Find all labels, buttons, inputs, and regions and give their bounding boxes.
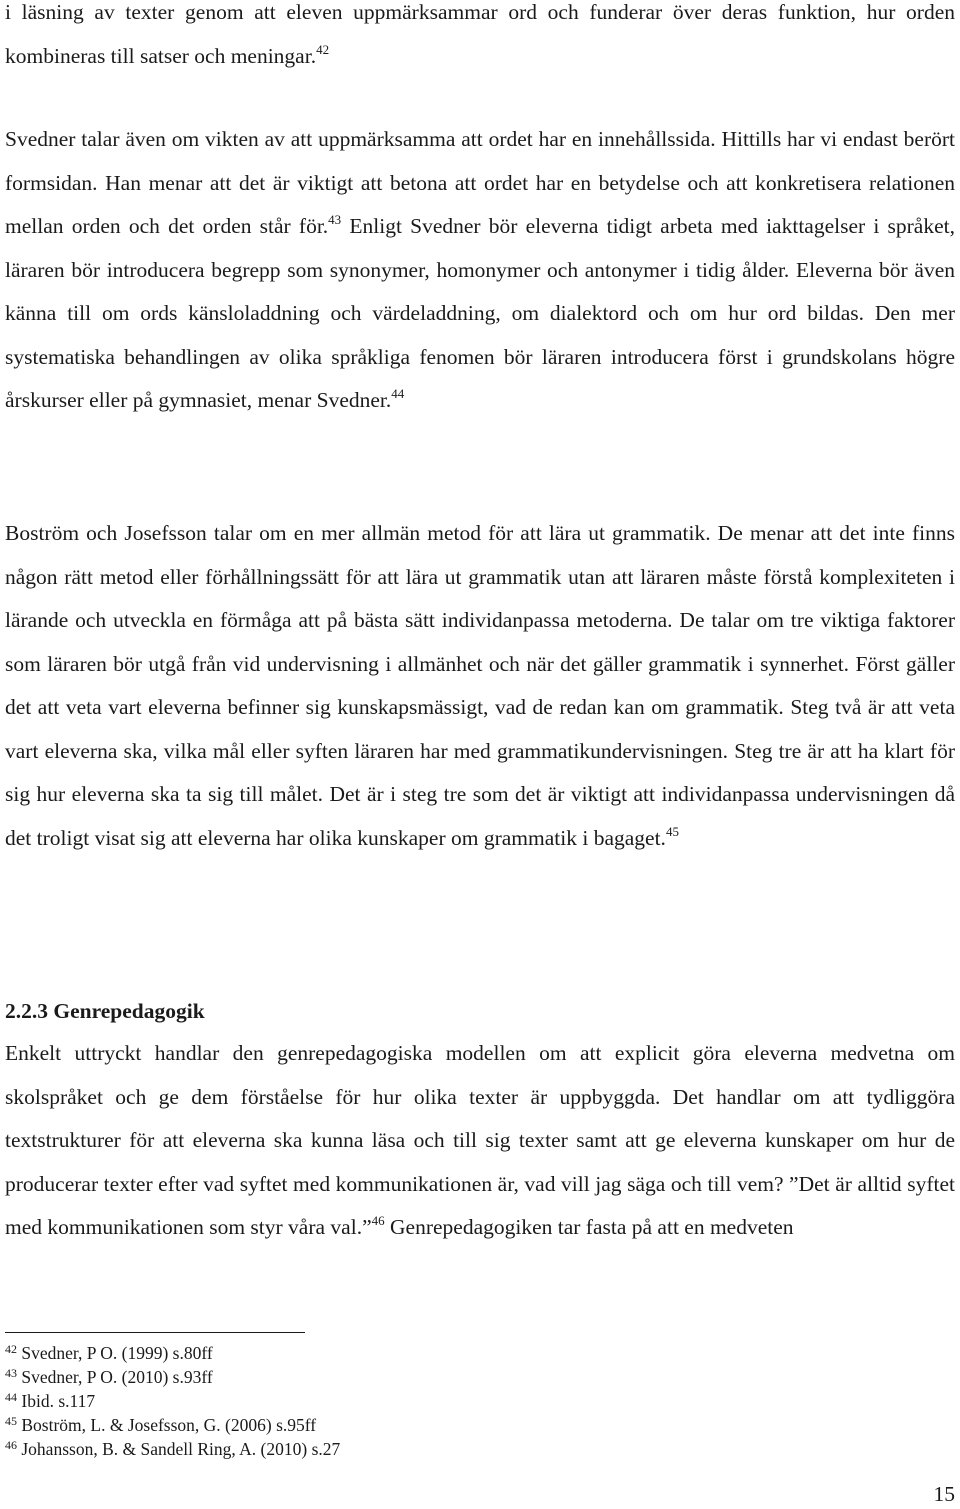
section-heading: 2.2.3 Genrepedagogik [5, 999, 205, 1023]
footnote [5, 1437, 705, 1461]
paragraph-text: Svedner talar även om vikten av att uppmärksamma att ordet har en innehållssida. Hittills har vi endast berört formsidan. Han menar att det är viktigt att betona att ordet har en betydelse och att konkretisera relationen mellan orden och det orden står för. [5, 127, 955, 238]
footnote-reference: 46 [371, 1213, 385, 1228]
footnote [5, 1341, 705, 1365]
footnote [5, 1389, 705, 1413]
footnote-number: 42 [5, 1342, 17, 1356]
footnote-number: 44 [5, 1390, 17, 1404]
footnote-text: Johansson, B. & Sandell Ring, A. (2010) s.27 [17, 1439, 341, 1459]
paragraph-text: Enkelt uttryckt handlar den genrepedagogiska modellen om att explicit göra eleverna medvetna om skolspråket och ge dem förståelse för hur olika texter är uppbyggda. Det handlar om att tydliggöra textstrukturer för att eleverna ska kunna läsa och till sig texter samt att ge eleverna kunskaper om hur de producerar texter efter vad syftet med kommunikationen är, vad vill jag säga och till vem? ”Det är alltid syftet med kommunikationen som styr våra val.” [5, 1041, 955, 1239]
footnotes-list [5, 1341, 705, 1461]
footnote [5, 1413, 705, 1437]
body-paragraph [5, 118, 955, 423]
footnote-reference: 42 [316, 41, 330, 57]
footnote-text: Ibid. s.117 [17, 1391, 96, 1411]
footnote-text: Boström, L. & Josefsson, G. (2006) s.95ff [17, 1415, 317, 1435]
footnote-reference: 43 [328, 212, 342, 227]
paragraph-text: i läsning av texter genom att eleven uppmärksammar ord och funderar över deras funktion, hur orden kombineras till satser och meningar. [5, 0, 955, 68]
footnote-number: 46 [5, 1438, 17, 1452]
footnote-text: Svedner, P O. (2010) s.93ff [17, 1367, 213, 1387]
body-paragraph [5, 1032, 955, 1250]
body-paragraph [5, 512, 955, 860]
page-number: 15 [933, 1482, 955, 1506]
footnote-number: 45 [5, 1414, 17, 1428]
footnote [5, 1365, 705, 1389]
footnote-text: Svedner, P O. (1999) s.80ff [17, 1343, 213, 1363]
paragraph-text: Boström och Josefsson talar om en mer allmän metod för att lära ut grammatik. De menar att det inte finns någon rätt metod eller förhållningssätt för att lära ut grammatik utan att läraren måste förstå komplexiteten i lärande och utveckla en förmåga att på bästa sätt individanpassa metoderna. De talar om tre viktiga faktorer som läraren bör utgå från vid undervisning i allmänhet och när det gäller grammatik i synnerhet. Först gäller det att veta vart eleverna befinner sig kunskapsmässigt, vad de redan kan om grammatik. Steg två är att veta vart eleverna ska, vilka mål eller syften läraren har med grammatikundervisningen. Steg tre är att ha klart för sig hur eleverna ska ta sig till målet. Det är i steg tre som det är viktigt att individanpassa undervisningen då det troligt visat sig att eleverna har olika kunskaper om grammatik i bagaget. [5, 521, 955, 850]
footnote-reference: 44 [391, 386, 405, 401]
body-paragraph [5, 0, 955, 78]
paragraph-text: Genrepedagogiken tar fasta på att en medveten [384, 1215, 794, 1239]
paragraph-text: Enligt Svedner bör eleverna tidigt arbeta med iakttagelser i språket, läraren bör introducera begrepp som synonymer, homonymer och antonymer i tidig ålder. Eleverna bör även känna till om ords känsloladdning och värdeladdning, om dialektord och om hur ord bildas. Den mer systematiska behandlingen av olika språkliga fenomen bör läraren introducera först i grundskolans högre årskurser eller på gymnasiet, menar Svedner. [5, 214, 955, 412]
footnote-number: 43 [5, 1366, 17, 1380]
footnote-reference: 45 [665, 823, 679, 839]
footnote-separator [5, 1332, 305, 1333]
